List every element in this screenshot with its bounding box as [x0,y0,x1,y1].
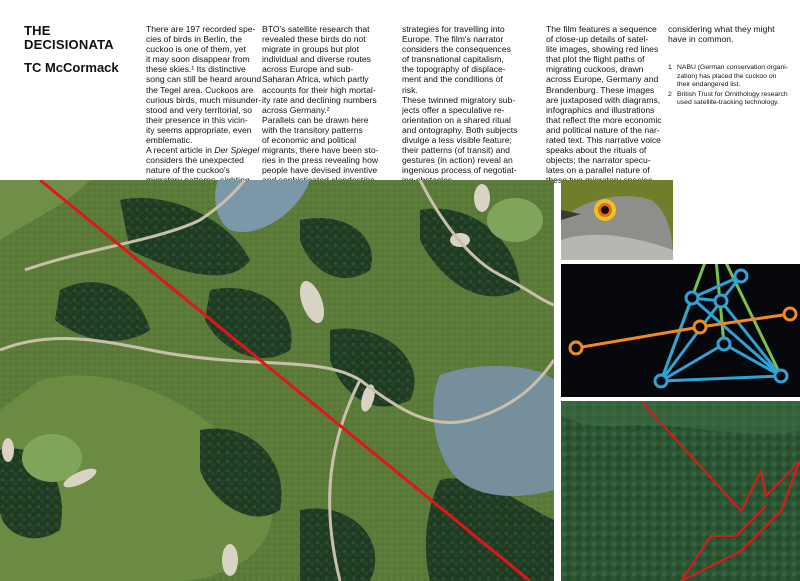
text-column-1 [146,24,268,186]
text-column-5: considering what they might have in common. [668,24,775,45]
footnote [668,91,792,108]
footnote [668,64,792,90]
text-column-4: The film features a sequence of close-up details of satel- lite images, showing red lines that plot the flight paths of migrating cuckoos, drawn across Europe, Germany and Brandenburg. These images are juxtaposed with diagrams, infographics and illustrations that reflect the more economic and political nature of the nar- rated text. This narrative voice speaks about the rituals of objects; the narrator specu- lates on a parallel nature of these [546,24,662,186]
footnote-text: British Trust for Ornithology research used satellite-tracking technology. [677,90,788,107]
author-name: TC McCormack [24,60,119,75]
text-column-2: BTO's satellite research that revealed these birds do not migrate in groups but plot individual and diverse routes across Europe and sub- Saharan Africa, which partly accounts for their high mortal- ity rate and declining numbers across Germany.² Parallels can be drawn here with the transitory patterns of economic and political migrants, there have been sto- ries in the press revealing how people have devised inventive [262,24,379,176]
footnote-number: 1 [668,64,672,71]
cuckoo-photo [561,180,673,260]
text-column-3: strategies for travelling into Europe. The film's narrator considers the consequences of transnational capitalism, the topography of displace- ment and the conditions of risk. These twinned migratory sub- jects offer a speculative re- orientation on a shared ritual and ontography. Both subjects divulge a less visible feature; their patterns (of transit) and gestures (in action) reveal an ingenious process of negotiat- [402,24,518,176]
aerial-map-image [0,180,554,581]
col1-text-end: considers the unexpected nature of the cuckoo's [146,155,244,176]
satellite-detail-image [561,401,800,581]
article-title: THE DECISIONATA [24,23,114,52]
col1-text: There are 197 recorded spe- cies of birds in Berlin, the cuckoo is one of them, yet it may soon disappear from these skies.¹ Its distinctive song can still be heard around the Tegel area. Cuckoos are curious birds, much misunder- stood and very territorial, so their presence in this vicin- ity seems appropriate, even emblematic. A recent article in [146,24,262,156]
footnote-number: 2 [668,90,672,98]
footnote-text: NABU (German conservation organi- zation) has placed the cuckoo on their endangered list. [677,64,789,89]
footnotes [668,64,792,109]
publication-name: Der Spiegel [214,145,260,156]
network-diagram [561,264,800,397]
